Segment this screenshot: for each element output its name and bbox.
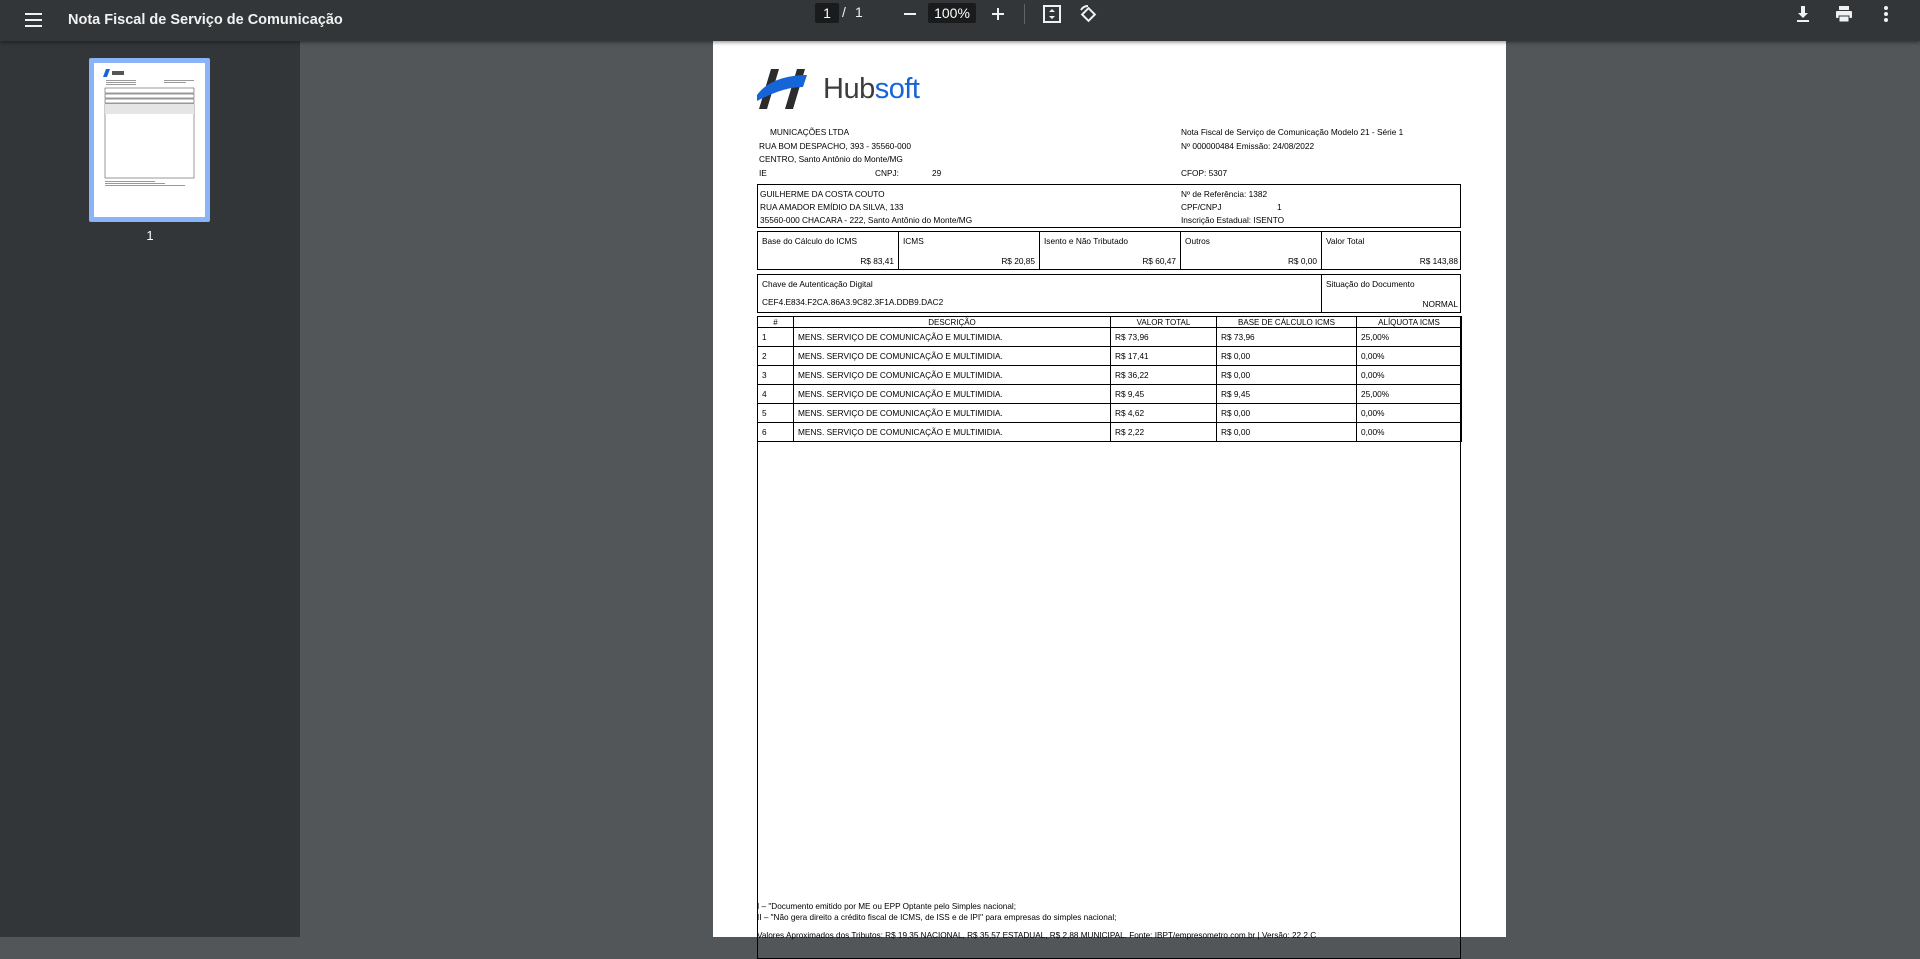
minus-icon <box>898 2 922 26</box>
footer-note-credit: II – "Não gera direito a crédito fiscal de ICMS, de ISS e de IPI" para empresas do simples nacional; <box>757 913 1117 922</box>
pdf-page <box>713 41 1506 940</box>
issuer-address: RUA BOM DESPACHO, 393 - 35560-000 <box>759 141 912 151</box>
menu-icon[interactable] <box>22 8 46 32</box>
fit-to-page-icon <box>1040 2 1064 26</box>
page-number-input[interactable]: 1 <box>815 3 839 23</box>
customer-cpf-cnpj: CPF/CNPJ <box>1181 202 1222 212</box>
toolbar-divider <box>1024 4 1025 24</box>
issuer-cnpj-value: 29 <box>932 168 942 178</box>
authentication-box <box>757 274 1461 313</box>
more-actions-button[interactable] <box>1874 2 1902 26</box>
total-cell: Outros R$ 0,00 <box>1181 232 1322 269</box>
customer-cpf-mark: 1 <box>1277 202 1282 212</box>
fit-page-button[interactable] <box>1040 2 1064 26</box>
issuer-name: MUNICAÇÕES LTDA <box>770 127 850 137</box>
invoice-number: Nº 000000484 Emissão: 24/08/2022 <box>1181 141 1315 151</box>
print-icon <box>1832 2 1856 26</box>
document-title: Nota Fiscal de Serviço de Comunicação <box>68 12 343 28</box>
total-cell: ICMS R$ 20,85 <box>899 232 1040 269</box>
table-row: 3 MENS. SERVIÇO DE COMUNICAÇÃO E MULTIMIDIA. R$ 36,22 R$ 0,00 0,00% <box>758 366 1462 385</box>
plus-icon <box>986 2 1010 26</box>
page-total: 1 <box>855 4 863 20</box>
issuer-ie-label: IE <box>759 168 767 178</box>
footer-taxes: Valores Aproximados dos Tributos: R$ 19,35 NACIONAL, R$ 35,57 ESTADUAL, R$ 2,88 MUNICIPAL. Fonte: IBPT/empresometro.com.br | Versão: 22.2.C <box>757 931 1317 940</box>
column-header: BASE DE CÁLCULO ICMS <box>1217 317 1357 328</box>
table-header-row <box>758 317 1462 328</box>
zoom-in-button[interactable] <box>986 2 1010 26</box>
table-row: 1 MENS. SERVIÇO DE COMUNICAÇÃO E MULTIMIDIA. R$ 73,96 R$ 73,96 25,00% <box>758 328 1462 347</box>
viewer-toolbar <box>0 0 1920 41</box>
thumbnail-page-number: 1 <box>146 228 154 243</box>
page-separator: / <box>842 4 846 20</box>
column-header: # <box>758 317 794 328</box>
customer-city: 35560-000 CHACARA - 222, Santo Antônio do Monte/MG <box>760 215 973 225</box>
items-table <box>757 316 1462 442</box>
logo-wordmark: Hubsoft <box>823 73 920 105</box>
table-row: 5 MENS. SERVIÇO DE COMUNICAÇÃO E MULTIMIDIA. R$ 4,62 R$ 0,00 0,00% <box>758 404 1462 423</box>
invoice-cfop: CFOP: 5307 <box>1181 168 1228 178</box>
footer-note-simples: I – "Documento emitido por ME ou EPP Optante pelo Simples nacional; <box>757 902 1016 911</box>
customer-name: GUILHERME DA COSTA COUTO <box>760 189 885 199</box>
customer-reference: Nº de Referência: 1382 <box>1181 189 1268 199</box>
auth-key-cell <box>758 275 1322 312</box>
more-vert-icon <box>1874 2 1898 26</box>
customer-box <box>757 184 1461 228</box>
rotate-icon <box>1076 2 1100 26</box>
rotate-button[interactable] <box>1076 2 1100 26</box>
total-cell: Base do Cálculo do ICMS R$ 83,41 <box>758 232 899 269</box>
document-status-value: NORMAL <box>1422 299 1458 309</box>
total-cell: Valor Total R$ 143,88 <box>1326 236 1458 266</box>
document-status-label: Situação do Documento <box>1326 279 1415 289</box>
page-thumbnail[interactable] <box>89 58 210 222</box>
table-row: 2 MENS. SERVIÇO DE COMUNICAÇÃO E MULTIMIDIA. R$ 17,41 R$ 0,00 0,00% <box>758 347 1462 366</box>
download-icon <box>1791 2 1815 26</box>
column-header: DESCRIÇÃO <box>794 317 1111 328</box>
auth-key-value: CEF4.E834.F2CA.86A3.9C82.3F1A.DDB9.DAC2 <box>762 297 944 307</box>
auth-key-label: Chave de Autenticação Digital <box>762 279 873 289</box>
invoice-model: Nota Fiscal de Serviço de Comunicação Modelo 21 - Série 1 <box>1181 127 1404 137</box>
zoom-input[interactable]: 100% <box>928 3 976 23</box>
hubsoft-logo <box>757 65 957 111</box>
column-header: ALÍQUOTA ICMS <box>1357 317 1462 328</box>
thumbnail-preview <box>94 63 205 217</box>
document-status-cell <box>1322 275 1462 312</box>
thumbnail-document-graphic <box>94 63 205 217</box>
zoom-out-button[interactable] <box>898 2 922 26</box>
table-row: 6 MENS. SERVIÇO DE COMUNICAÇÃO E MULTIMIDIA. R$ 2,22 R$ 0,00 0,00% <box>758 423 1462 442</box>
customer-address: RUA AMADOR EMÍDIO DA SILVA, 133 <box>760 202 904 212</box>
table-row: 4 MENS. SERVIÇO DE COMUNICAÇÃO E MULTIMIDIA. R$ 9,45 R$ 9,45 25,00% <box>758 385 1462 404</box>
thumbnail-sidebar <box>0 41 300 937</box>
issuer-city: CENTRO, Santo Antônio do Monte/MG <box>759 154 903 164</box>
column-header: VALOR TOTAL <box>1111 317 1217 328</box>
total-cell: Isento e Não Tributado R$ 60,47 <box>1040 232 1181 269</box>
customer-state-registration: Inscrição Estadual: ISENTO <box>1181 215 1285 225</box>
totals-box <box>757 231 1461 270</box>
print-button[interactable] <box>1832 2 1860 26</box>
download-button[interactable] <box>1791 2 1819 26</box>
issuer-cnpj-label: CNPJ: <box>875 168 899 178</box>
